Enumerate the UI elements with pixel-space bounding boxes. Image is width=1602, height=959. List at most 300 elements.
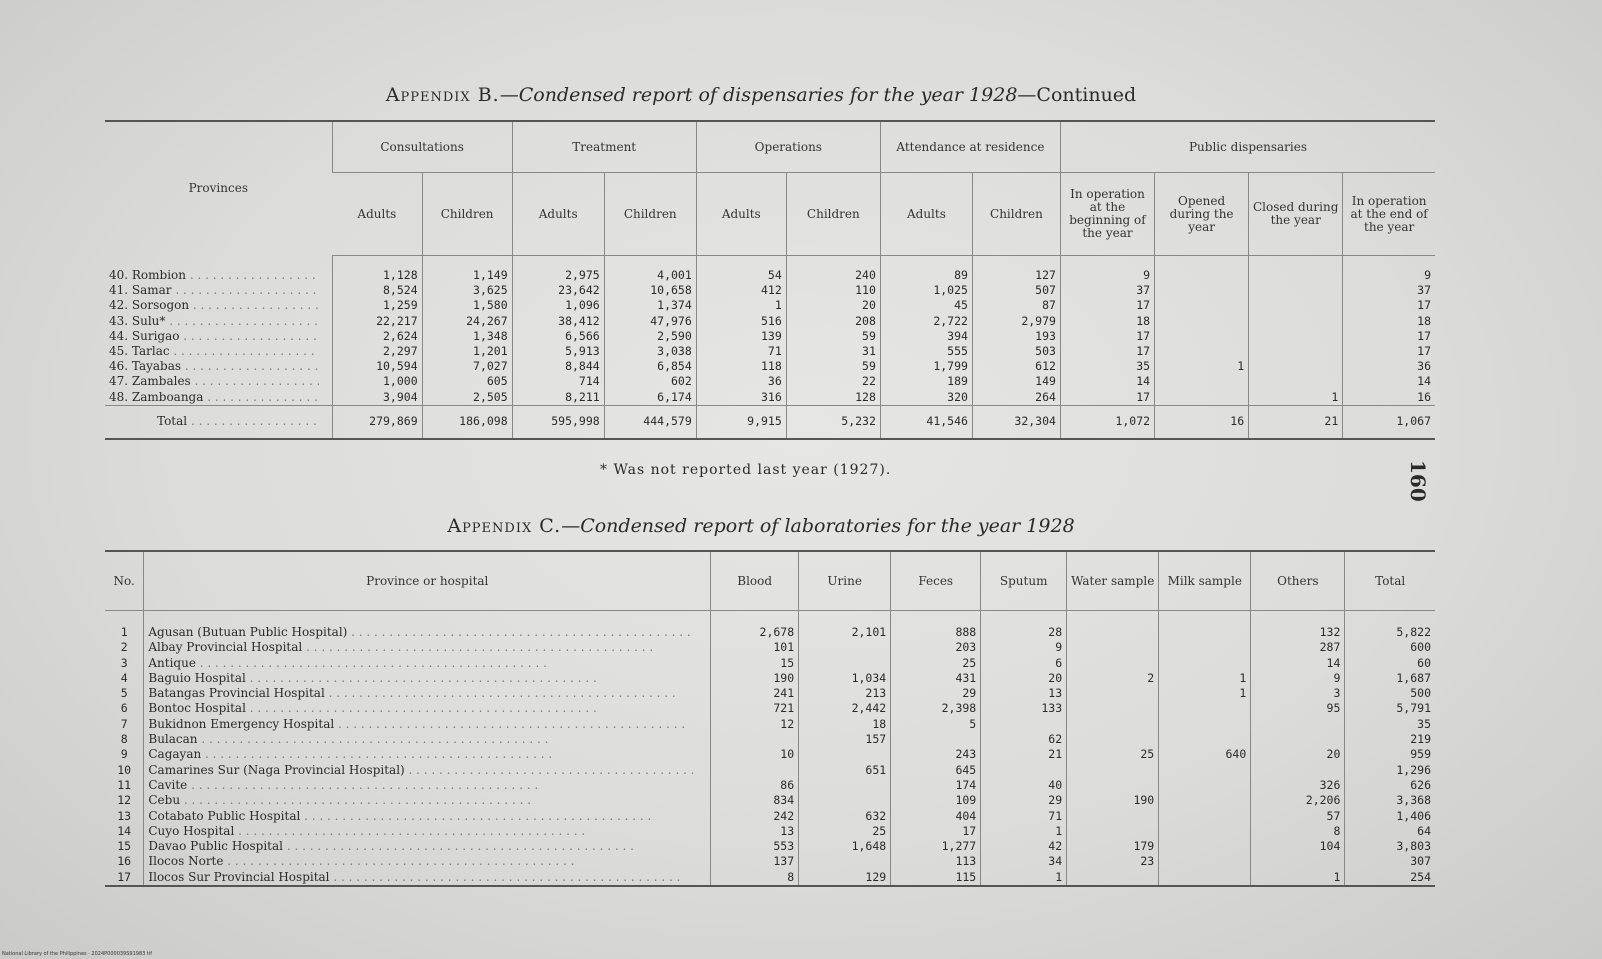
cell-value: 242 — [711, 809, 799, 824]
table-row — [105, 359, 1435, 374]
cell-value: 1,348 — [422, 329, 512, 344]
header-consultations: Consultations — [332, 121, 512, 173]
header-operations-children: Children — [786, 173, 880, 256]
header-water-sample: Water sample — [1067, 551, 1159, 611]
cell-value: 113 — [891, 854, 981, 869]
row-number: 17 — [117, 869, 132, 884]
cell-value: 13 — [981, 686, 1067, 701]
cell-value — [1249, 344, 1343, 359]
cell-value: 3 — [1251, 686, 1345, 701]
cell-value — [1155, 256, 1249, 284]
cell-value: 412 — [696, 283, 786, 298]
total-value: 41,546 — [880, 405, 972, 439]
cell-value: 139 — [696, 329, 786, 344]
province-name-text — [109, 359, 319, 374]
cell-value: 516 — [696, 314, 786, 329]
cell-value: 17 — [1060, 390, 1154, 406]
table-row — [105, 809, 1435, 824]
table-row — [105, 686, 1435, 701]
hospital-name — [144, 763, 711, 778]
table-row — [105, 374, 1435, 389]
header-attendance: Attendance at residence — [880, 121, 1060, 173]
header-attendance-children: Children — [972, 173, 1060, 256]
cell-value: 57 — [1251, 809, 1345, 824]
cell-value: 264 — [972, 390, 1060, 406]
cell-value: 95 — [1251, 701, 1345, 716]
table-row — [105, 640, 1435, 655]
cell-value — [1067, 809, 1159, 824]
hospital-label: Ilocos Norte . . . — [148, 854, 574, 868]
cell-value: 18 — [799, 717, 891, 732]
header-public-dispensaries: Public dispensaries — [1060, 121, 1435, 173]
cell-value: 18 — [1060, 314, 1154, 329]
cell-value: 24,267 — [422, 314, 512, 329]
cell-value: 2,678 — [711, 611, 799, 641]
cell-value — [1067, 732, 1159, 747]
cell-value — [1249, 329, 1343, 344]
cell-value: 17 — [1343, 344, 1435, 359]
hospital-name — [144, 686, 711, 701]
cell-value — [1155, 298, 1249, 313]
cell-value: 60 — [1345, 656, 1435, 671]
cell-value: 626 — [1345, 778, 1435, 793]
header-others: Others — [1251, 551, 1345, 611]
cell-value — [1159, 717, 1251, 732]
header-treatment-adults: Adults — [512, 173, 604, 256]
row-number: 12 — [117, 793, 132, 808]
row-number: 9 — [120, 747, 128, 762]
cell-value: 431 — [891, 671, 981, 686]
province-label: 43. Sulu* . . . — [109, 314, 319, 328]
cell-value: 1,259 — [332, 298, 422, 313]
province-label: 45. Tarlac . . . — [109, 344, 319, 358]
cell-value: 9 — [1060, 256, 1154, 284]
row-number: 8 — [120, 732, 128, 747]
cell-value: 40 — [981, 778, 1067, 793]
total-label-text — [109, 414, 319, 429]
province-name-text — [109, 298, 319, 313]
cell-value: 59 — [786, 329, 880, 344]
cell-value: 2,722 — [880, 314, 972, 329]
header-blood: Blood — [711, 551, 799, 611]
cell-value: 1,799 — [880, 359, 972, 374]
cell-value — [1251, 763, 1345, 778]
row-number: 13 — [117, 808, 132, 823]
cell-value: 254 — [1345, 870, 1435, 886]
cell-value: 4,001 — [604, 256, 696, 284]
cell-value: 17 — [1343, 298, 1435, 313]
province-name — [105, 374, 332, 389]
cell-value: 42 — [981, 839, 1067, 854]
cell-value — [1159, 640, 1251, 655]
hospital-name — [144, 701, 711, 716]
cell-value — [1067, 778, 1159, 793]
cell-value: 20 — [786, 298, 880, 313]
cell-value: 149 — [972, 374, 1060, 389]
header-urine: Urine — [799, 551, 891, 611]
appendix-c-title — [0, 515, 1562, 537]
cell-value: 28 — [981, 611, 1067, 641]
hospital-label: Bukidnon Emergency Hospital . . . — [148, 717, 685, 731]
cell-value: 3,368 — [1345, 793, 1435, 808]
cell-value: 54 — [696, 256, 786, 284]
cell-value: 1,687 — [1345, 671, 1435, 686]
province-name — [105, 329, 332, 344]
total-value: 16 — [1155, 405, 1249, 439]
cell-value: 1,201 — [422, 344, 512, 359]
cell-value — [1159, 809, 1251, 824]
hospital-name-text — [148, 671, 693, 686]
province-name — [105, 298, 332, 313]
table-row — [105, 870, 1435, 886]
total-value: 279,869 — [332, 405, 422, 439]
cell-value: 1 — [1159, 671, 1251, 686]
cell-value — [1249, 283, 1343, 298]
cell-value: 602 — [604, 374, 696, 389]
table-row — [105, 671, 1435, 686]
hospital-name — [144, 854, 711, 869]
row-number: 15 — [117, 839, 132, 854]
total-value: 1,072 — [1060, 405, 1154, 439]
cell-value: 1,000 — [332, 374, 422, 389]
total-value: 21 — [1249, 405, 1343, 439]
header-operations-adults: Adults — [696, 173, 786, 256]
total-value: 9,915 — [696, 405, 786, 439]
province-name-text — [109, 283, 319, 298]
cell-value: 1,096 — [512, 298, 604, 313]
hospital-name-text — [148, 839, 693, 854]
cell-value — [711, 763, 799, 778]
hospital-name-text — [148, 793, 693, 808]
cell-value: 500 — [1345, 686, 1435, 701]
hospital-name-text — [148, 809, 693, 824]
cell-value: 179 — [1067, 839, 1159, 854]
header-in-operation-begin: In operation at the beginning of the year — [1060, 173, 1154, 256]
cell-value — [1251, 717, 1345, 732]
table-row — [105, 824, 1435, 839]
hospital-name-text — [148, 870, 693, 885]
hospital-name-text — [148, 717, 693, 732]
cell-value — [1067, 717, 1159, 732]
cell-value: 29 — [981, 793, 1067, 808]
cell-value: 101 — [711, 640, 799, 655]
table-row — [105, 329, 1435, 344]
table-row — [105, 839, 1435, 854]
cell-value: 9 — [1251, 671, 1345, 686]
cell-value: 959 — [1345, 747, 1435, 762]
cell-value: 1,025 — [880, 283, 972, 298]
cell-value: 5,822 — [1345, 611, 1435, 641]
cell-value: 3,625 — [422, 283, 512, 298]
header-treatment: Treatment — [512, 121, 696, 173]
cell-value: 8,524 — [332, 283, 422, 298]
cell-value: 2,979 — [972, 314, 1060, 329]
cell-value: 7,027 — [422, 359, 512, 374]
header-consultations-children: Children — [422, 173, 512, 256]
hospital-name — [144, 717, 711, 732]
cell-value: 89 — [880, 256, 972, 284]
hospital-label: Ilocos Sur Provincial Hospital . . . — [148, 870, 680, 884]
cell-value: 2,297 — [332, 344, 422, 359]
cell-value — [1159, 870, 1251, 886]
cell-value: 320 — [880, 390, 972, 406]
cell-value: 2,975 — [512, 256, 604, 284]
header-in-operation-end: In operation at the end of the year — [1343, 173, 1435, 256]
row-number: 7 — [120, 716, 128, 731]
cell-value: 36 — [1343, 359, 1435, 374]
hospital-label: Cavite . . . — [148, 778, 538, 792]
cell-value — [799, 747, 891, 762]
cell-value: 640 — [1159, 747, 1251, 762]
total-value: 444,579 — [604, 405, 696, 439]
cell-value: 133 — [981, 701, 1067, 716]
cell-value: 714 — [512, 374, 604, 389]
table-row — [105, 390, 1435, 406]
cell-value: 45 — [880, 298, 972, 313]
cell-value: 129 — [799, 870, 891, 886]
cell-value: 888 — [891, 611, 981, 641]
province-name-text — [109, 390, 319, 405]
hospital-label: Cebu . . . — [148, 793, 531, 807]
cell-value — [1159, 763, 1251, 778]
cell-value — [711, 732, 799, 747]
table-row — [105, 656, 1435, 671]
row-number: 3 — [120, 655, 128, 670]
cell-value — [799, 640, 891, 655]
cell-value: 35 — [1060, 359, 1154, 374]
row-number: 4 — [120, 670, 128, 685]
cell-value: 25 — [891, 656, 981, 671]
cell-value: 1,034 — [799, 671, 891, 686]
cell-value: 22,217 — [332, 314, 422, 329]
cell-value: 86 — [711, 778, 799, 793]
appendix-c-title-italic: —Condensed report of laboratories for the year 1928 — [561, 515, 1075, 537]
cell-value — [1159, 778, 1251, 793]
total-value: 5,232 — [786, 405, 880, 439]
cell-value — [1159, 732, 1251, 747]
cell-value: 651 — [799, 763, 891, 778]
hospital-label: Batangas Provincial Hospital . . . — [148, 686, 675, 700]
cell-value: 213 — [799, 686, 891, 701]
hospital-label: Bulacan . . . — [148, 732, 548, 746]
header-total: Total — [1345, 551, 1435, 611]
province-label: 41. Samar . . . — [109, 283, 319, 297]
total-value: 595,998 — [512, 405, 604, 439]
cell-value: 8 — [711, 870, 799, 886]
cell-value — [1251, 732, 1345, 747]
cell-value: 2,590 — [604, 329, 696, 344]
header-feces: Feces — [891, 551, 981, 611]
hospital-name-text — [148, 763, 693, 778]
province-name — [105, 390, 332, 406]
appendix-c-label: Appendix C. — [447, 515, 562, 537]
row-number: 16 — [117, 854, 132, 869]
cell-value — [1159, 839, 1251, 854]
cell-value: 37 — [1343, 283, 1435, 298]
cell-value: 1,374 — [604, 298, 696, 313]
cell-value — [1249, 359, 1343, 374]
province-name-text — [109, 314, 319, 329]
cell-value — [1159, 854, 1251, 869]
cell-value: 16 — [1343, 390, 1435, 406]
cell-value: 632 — [799, 809, 891, 824]
province-label: 44. Surigao . . . — [109, 329, 319, 343]
cell-value: 190 — [1067, 793, 1159, 808]
hospital-name-text — [148, 656, 693, 671]
cell-value: 36 — [696, 374, 786, 389]
cell-value: 1 — [1249, 390, 1343, 406]
cell-value — [1067, 611, 1159, 641]
cell-value: 1 — [1251, 870, 1345, 886]
cell-value: 1 — [981, 870, 1067, 886]
appendix-b-title — [0, 84, 1562, 106]
hospital-name — [144, 747, 711, 762]
cell-value: 1,149 — [422, 256, 512, 284]
cell-value — [1067, 701, 1159, 716]
appendix-b-title-suffix: —Continued — [1017, 84, 1137, 106]
province-name-text — [109, 329, 319, 344]
hospital-label: Antique . . . — [148, 656, 547, 670]
cell-value: 37 — [1060, 283, 1154, 298]
cell-value: 1,277 — [891, 839, 981, 854]
cell-value: 1,648 — [799, 839, 891, 854]
hospital-name-text — [148, 640, 693, 655]
total-value: 186,098 — [422, 405, 512, 439]
table-row — [105, 256, 1435, 284]
header-province-or-hospital: Province or hospital — [144, 551, 711, 611]
appendix-b-title-italic: —Condensed report of dispensaries for the year 1928 — [499, 84, 1018, 106]
cell-value — [1067, 656, 1159, 671]
cell-value: 10 — [711, 747, 799, 762]
cell-value: 9 — [981, 640, 1067, 655]
cell-value: 25 — [799, 824, 891, 839]
cell-value: 5 — [891, 717, 981, 732]
header-provinces: Provinces — [188, 181, 248, 196]
cell-value: 12 — [711, 717, 799, 732]
cell-value: 553 — [711, 839, 799, 854]
appendix-b-label: Appendix B. — [385, 84, 500, 106]
cell-value: 3,904 — [332, 390, 422, 406]
cell-value: 17 — [1060, 344, 1154, 359]
hospital-name-text — [148, 732, 693, 747]
row-number: 6 — [120, 701, 128, 716]
row-number: 5 — [120, 686, 128, 701]
cell-value: 2,442 — [799, 701, 891, 716]
province-label: 47. Zambales . . . — [109, 374, 319, 388]
cell-value: 20 — [981, 671, 1067, 686]
total-value: 32,304 — [972, 405, 1060, 439]
cell-value: 109 — [891, 793, 981, 808]
cell-value — [981, 763, 1067, 778]
cell-value: 190 — [711, 671, 799, 686]
cell-value: 14 — [1343, 374, 1435, 389]
cell-value: 6,566 — [512, 329, 604, 344]
cell-value: 1,128 — [332, 256, 422, 284]
hospital-name — [144, 671, 711, 686]
cell-value: 71 — [696, 344, 786, 359]
header-no: No. — [105, 551, 144, 611]
province-label: 42. Sorsogon . . . — [109, 298, 319, 312]
cell-value: 14 — [1060, 374, 1154, 389]
cell-value: 2,505 — [422, 390, 512, 406]
cell-value — [1067, 763, 1159, 778]
total-word: Total . . . — [157, 414, 319, 428]
table-row — [105, 763, 1435, 778]
cell-value: 241 — [711, 686, 799, 701]
cell-value: 3,803 — [1345, 839, 1435, 854]
cell-value — [1159, 656, 1251, 671]
province-name — [105, 359, 332, 374]
province-name-text — [109, 344, 319, 359]
cell-value: 137 — [711, 854, 799, 869]
row-number: 1 — [120, 625, 128, 639]
header-closed: Closed during the year — [1249, 173, 1343, 256]
cell-value: 203 — [891, 640, 981, 655]
cell-value: 17 — [1060, 329, 1154, 344]
hospital-name-text — [148, 854, 693, 869]
cell-value: 645 — [891, 763, 981, 778]
cell-value: 31 — [786, 344, 880, 359]
cell-value: 132 — [1251, 611, 1345, 641]
cell-value: 6,854 — [604, 359, 696, 374]
cell-value — [799, 854, 891, 869]
table-row — [105, 854, 1435, 869]
cell-value: 71 — [981, 809, 1067, 824]
cell-value — [1249, 314, 1343, 329]
scan-credit: National Library of the Philippines · 2024P000039S91983 tif — [2, 951, 153, 957]
cell-value: 404 — [891, 809, 981, 824]
cell-value — [1155, 344, 1249, 359]
cell-value: 3,038 — [604, 344, 696, 359]
cell-value: 115 — [891, 870, 981, 886]
cell-value: 8 — [1251, 824, 1345, 839]
cell-value: 2 — [1067, 671, 1159, 686]
hospital-label: Cuyo Hospital . . . — [148, 824, 585, 838]
header-operations: Operations — [696, 121, 880, 173]
cell-value: 507 — [972, 283, 1060, 298]
province-label: 48. Zamboanga . . . — [109, 390, 319, 404]
cell-value: 2,206 — [1251, 793, 1345, 808]
cell-value: 157 — [799, 732, 891, 747]
cell-value: 1 — [1155, 359, 1249, 374]
hospital-name — [144, 656, 711, 671]
table-row — [105, 344, 1435, 359]
cell-value: 326 — [1251, 778, 1345, 793]
cell-value: 1 — [696, 298, 786, 313]
header-treatment-children: Children — [604, 173, 696, 256]
cell-value: 6 — [981, 656, 1067, 671]
cell-value: 8,844 — [512, 359, 604, 374]
cell-value: 174 — [891, 778, 981, 793]
total-row — [105, 405, 1435, 439]
cell-value: 555 — [880, 344, 972, 359]
cell-value — [1249, 374, 1343, 389]
hospital-name-text — [148, 747, 693, 762]
hospital-name-text — [148, 824, 693, 839]
cell-value: 13 — [711, 824, 799, 839]
cell-value — [799, 793, 891, 808]
cell-value: 47,976 — [604, 314, 696, 329]
header-attendance-adults: Adults — [880, 173, 972, 256]
cell-value: 208 — [786, 314, 880, 329]
cell-value: 10,594 — [332, 359, 422, 374]
cell-value — [1067, 824, 1159, 839]
cell-value: 219 — [1345, 732, 1435, 747]
hospital-name — [144, 839, 711, 854]
cell-value: 240 — [786, 256, 880, 284]
cell-value: 612 — [972, 359, 1060, 374]
cell-value: 64 — [1345, 824, 1435, 839]
